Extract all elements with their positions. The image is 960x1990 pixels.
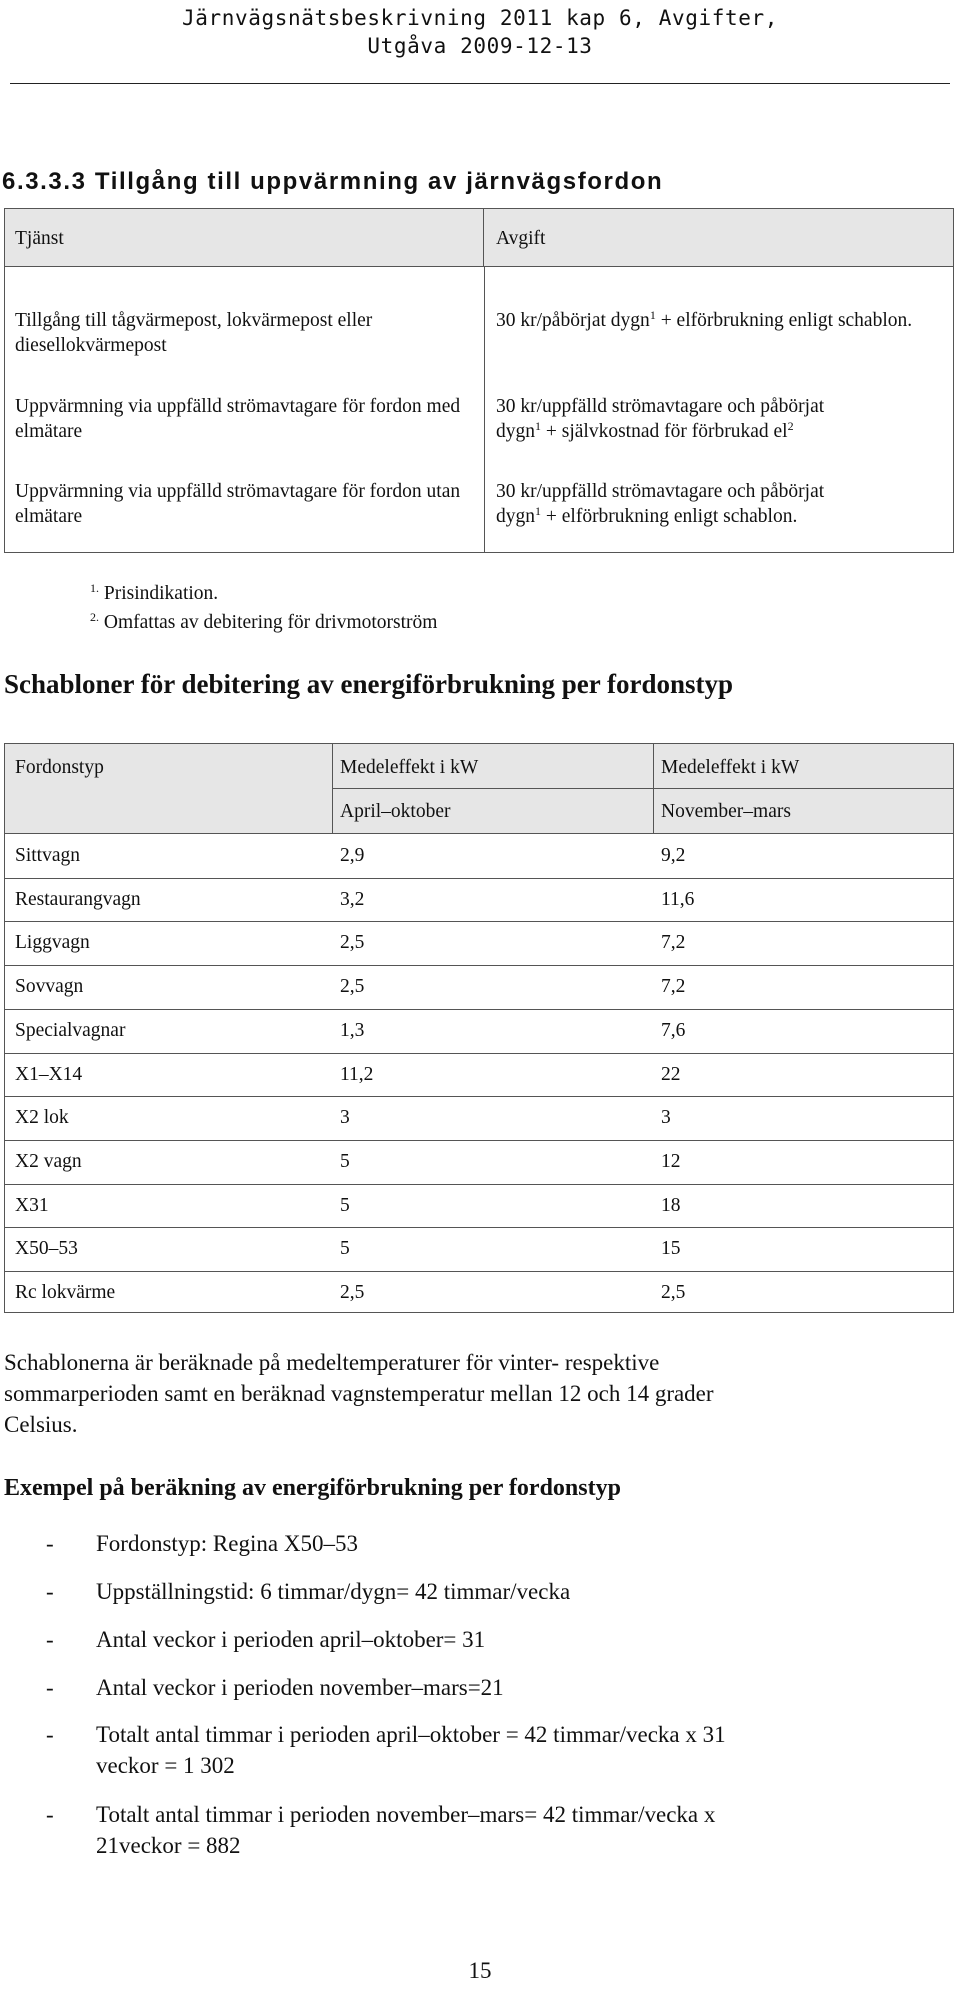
vehicle-type-cell: X50–53 bbox=[15, 1238, 78, 1260]
example-item bbox=[96, 1799, 916, 1861]
section-title: 6.3.3.3 Tillgång till uppvärmning av järnvägsfordon bbox=[2, 168, 664, 195]
header-sub-divider bbox=[332, 788, 953, 789]
winter-power-cell: 7,2 bbox=[661, 976, 686, 998]
winter-power-cell: 7,6 bbox=[661, 1019, 686, 1041]
summer-power-cell: 5 bbox=[340, 1194, 350, 1216]
schablon-heading: Schabloner för debitering av energiförbrukning per fordonstyp bbox=[4, 669, 734, 699]
vehicle-type-cell: Specialvagnar bbox=[15, 1019, 126, 1041]
example-item-line: Antal veckor i perioden april–oktober= 31 bbox=[96, 1627, 486, 1652]
col-summer-period: April–oktober bbox=[340, 801, 451, 822]
example-item-line: Antal veckor i perioden november–mars=21 bbox=[96, 1675, 504, 1700]
example-item bbox=[96, 1528, 916, 1559]
bullet-marker: - bbox=[46, 1531, 54, 1556]
vehicle-type-cell: Restaurangvagn bbox=[15, 888, 141, 910]
row-divider bbox=[5, 965, 953, 966]
vehicle-type-cell: Sittvagn bbox=[15, 845, 81, 866]
fee-header-cell bbox=[484, 209, 953, 267]
fee-row-3: 30 kr/uppfälld strömavtagare och påbörjat dygn$^1$ + elförbrukning enligt schablon. bbox=[496, 481, 825, 527]
example-heading: Exempel på beräkning av energiförbrukning per fordonstyp bbox=[4, 1475, 621, 1501]
vehicle-type-cell: X2 vagn bbox=[15, 1150, 82, 1172]
summer-power-cell: 1,3 bbox=[340, 1019, 365, 1041]
header-line-2: Utgåva 2009-12-13 bbox=[367, 34, 593, 58]
header-line-1: Järnvägsnätsbeskrivning 2011 kap 6, Avgifter, bbox=[182, 6, 778, 30]
bullet-marker: - bbox=[46, 1579, 54, 1604]
row-divider bbox=[5, 1227, 953, 1228]
header-divider-2 bbox=[653, 744, 654, 834]
winter-power-cell: 15 bbox=[661, 1238, 681, 1260]
document-header bbox=[0, 4, 960, 60]
winter-power-cell: 9,2 bbox=[661, 845, 686, 866]
summer-power-cell: 11,2 bbox=[340, 1063, 374, 1085]
vehicle-type-cell: Rc lokvärme bbox=[15, 1282, 116, 1303]
col-fordonstyp: Fordonstyp bbox=[15, 757, 104, 778]
col-winter-power: Medeleffekt i kW bbox=[661, 757, 800, 778]
row-divider bbox=[5, 1053, 953, 1054]
service-row-1: Tillgång till tågvärmepost, lokvärmepost eller diesellokvärmepost bbox=[15, 310, 373, 356]
vehicle-type-cell: Sovvagn bbox=[15, 976, 84, 998]
vehicle-type-cell: Liggvagn bbox=[15, 932, 90, 954]
winter-power-cell: 12 bbox=[661, 1150, 681, 1172]
vehicle-power-table bbox=[4, 743, 954, 1313]
example-item-line: Uppställningstid: 6 timmar/dygn= 42 timmar/vecka bbox=[96, 1579, 571, 1604]
winter-power-cell: 18 bbox=[661, 1194, 681, 1216]
service-row-2: Uppvärmning via uppfälld strömavtagare för fordon med elmätare bbox=[15, 396, 461, 442]
summer-power-cell: 2,5 bbox=[340, 1282, 365, 1303]
summer-power-cell: 2,9 bbox=[340, 845, 365, 866]
example-item bbox=[96, 1672, 916, 1703]
row-divider bbox=[5, 878, 953, 879]
bullet-marker: - bbox=[46, 1627, 54, 1652]
winter-power-cell: 7,2 bbox=[661, 932, 686, 954]
example-item bbox=[96, 1719, 916, 1781]
schablon-note: Schablonerna är beräknade på medeltemperaturer för vinter- respektive sommarperioden samt en beräknad vagnstemperatur mellan 12 och 14 grader Celsius. bbox=[4, 1350, 714, 1437]
example-item-line: 21veckor = 882 bbox=[96, 1833, 241, 1858]
header-rule bbox=[10, 83, 950, 84]
summer-power-cell: 3 bbox=[340, 1107, 350, 1129]
example-item bbox=[96, 1624, 916, 1655]
row-divider bbox=[5, 1184, 953, 1185]
vehicle-type-cell: X1–X14 bbox=[15, 1063, 83, 1085]
bullet-marker: - bbox=[46, 1802, 54, 1827]
bullet-marker: - bbox=[46, 1722, 54, 1747]
fee-row-2: 30 kr/uppfälld strömavtagare och påbörjat dygn$^1$ + självkostnad för förbrukad $el^2$ bbox=[496, 396, 825, 442]
winter-power-cell: 22 bbox=[661, 1063, 681, 1085]
footnote-2: $^{2.}$ Omfattas av debitering för drivmotorström bbox=[90, 610, 438, 633]
row-divider bbox=[5, 1096, 953, 1097]
example-item-line: veckor = 1 302 bbox=[96, 1753, 235, 1778]
summer-power-cell: 2,5 bbox=[340, 932, 365, 954]
example-item-line: Fordonstyp: Regina X50–53 bbox=[96, 1531, 358, 1556]
summer-power-cell: 3,2 bbox=[340, 888, 365, 910]
summer-power-cell: 5 bbox=[340, 1238, 350, 1260]
fee-column-header: Avgift bbox=[496, 228, 546, 249]
col-summer-power: Medeleffekt i kW bbox=[340, 757, 479, 778]
winter-power-cell: 11,6 bbox=[661, 888, 695, 910]
vehicle-type-cell: X2 lok bbox=[15, 1107, 69, 1129]
service-fee-table bbox=[4, 208, 954, 553]
summer-power-cell: 2,5 bbox=[340, 976, 365, 998]
example-item-line: Totalt antal timmar i perioden april–oktober = 42 timmar/vecka x 31 bbox=[96, 1722, 726, 1747]
service-column-header: Tjänst bbox=[15, 228, 64, 249]
bullet-marker: - bbox=[46, 1675, 54, 1700]
winter-power-cell: 3 bbox=[661, 1107, 671, 1129]
header-divider-1 bbox=[332, 744, 333, 834]
vehicle-type-cell: X31 bbox=[15, 1194, 49, 1216]
column-divider bbox=[484, 267, 485, 552]
summer-power-cell: 5 bbox=[340, 1150, 350, 1172]
vehicle-table-header bbox=[5, 744, 953, 834]
footnote-1: $^{1.}$ Prisindikation. bbox=[90, 581, 219, 604]
row-divider bbox=[5, 1271, 953, 1272]
example-item-line: Totalt antal timmar i perioden november–mars= 42 timmar/vecka x bbox=[96, 1802, 716, 1827]
winter-power-cell: 2,5 bbox=[661, 1282, 686, 1303]
service-row-3: Uppvärmning via uppfälld strömavtagare för fordon utan elmätare bbox=[15, 481, 461, 527]
row-divider bbox=[5, 1009, 953, 1010]
service-header-cell bbox=[5, 209, 484, 267]
fee-row-1: 30 kr/påbörjat dygn$^1$ + elförbrukning enligt schablon. bbox=[496, 308, 913, 331]
row-divider bbox=[5, 1140, 953, 1141]
col-winter-period: November–mars bbox=[661, 801, 791, 822]
example-item bbox=[96, 1576, 916, 1607]
page-number: 15 bbox=[468, 1958, 492, 1983]
row-divider bbox=[5, 921, 953, 922]
